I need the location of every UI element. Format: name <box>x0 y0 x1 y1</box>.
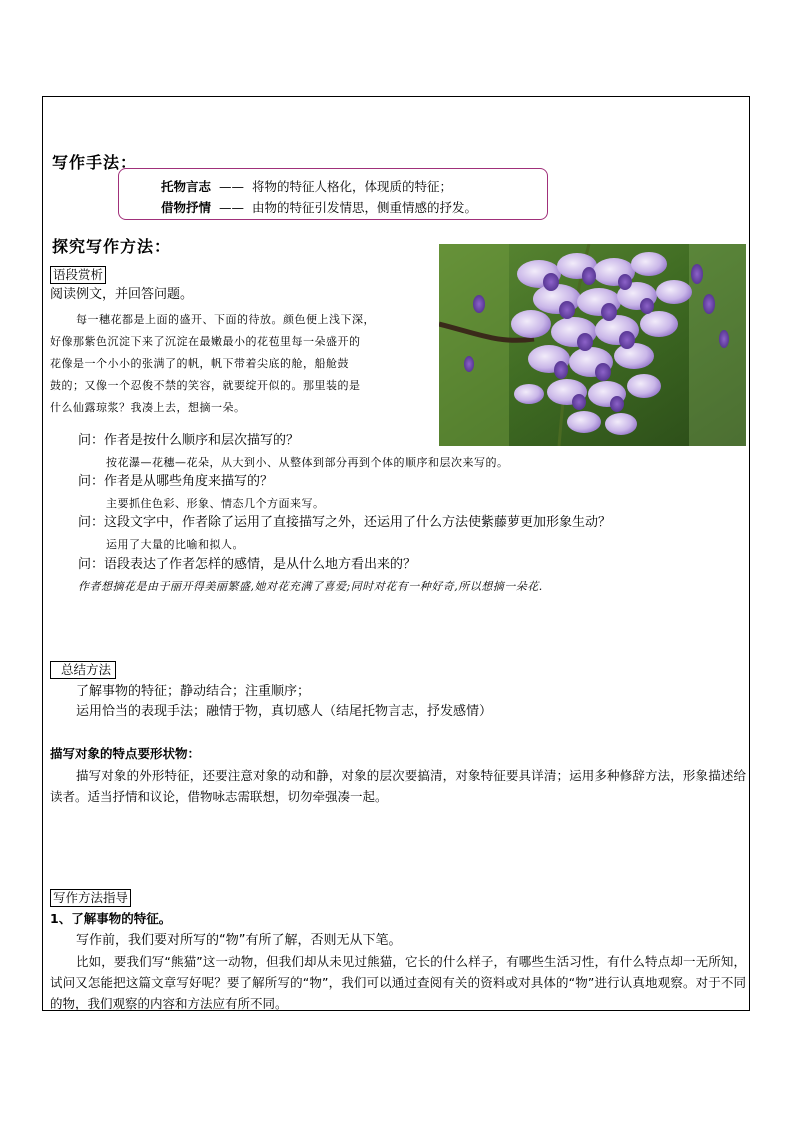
wisteria-image-svg <box>439 244 746 446</box>
instruction-text: 阅读例文，并回答问题。 <box>50 287 194 302</box>
heading-explore: 探究写作方法： <box>52 237 172 256</box>
method-dash-1: —— <box>219 179 244 194</box>
question-3: 问：这段文字中，作者除了运用了直接描写之外，还运用了什么方法使紫藤萝更加形象生动？ <box>78 515 612 530</box>
guide-paragraph-1: 写作前，我们要对所写的“物”有所了解，否则无从下笔。 <box>76 933 402 948</box>
answer-4: 作者想摘花是由于丽开得美丽繁盛,她对花充满了喜爱;同时对花有一种好奇,所以想摘一朵花. <box>78 580 543 593</box>
method-desc-1: 将物的特征人格化，体现质的特征； <box>251 179 452 194</box>
question-4: 问：语段表达了作者怎样的感情，是从什么地方看出来的？ <box>78 557 417 572</box>
question-2: 问：作者是从哪些角度来描写的？ <box>78 474 274 489</box>
methods-box <box>118 168 548 220</box>
method-dash-2: —— <box>219 200 244 215</box>
section-label-guide: 写作方法指导 <box>50 889 131 907</box>
features-paragraph: 描写对象的外形特征，还要注意对象的动和静，对象的层次要搞清，对象特征要具详清；运用多种修辞方法，形象描述给读者。适当抒情和议论，借物咏志需联想，切勿牵强凑一起。 <box>50 768 746 804</box>
guide-paragraph-2: 比如，要我们写“熊猫”这一动物，但我们却从未见过熊猫，它长的什么样子，有哪些生活习性，有什么特点却一无所知，试问又怎能把这篇文章写好呢？要了解所写的“物”，我们可以通过查阅有关的资料或对具体的“物”进行认真地观察。对于不同的物，我们观察的内容和方法应有所不同。 <box>50 954 746 1011</box>
method-row-2 <box>161 198 477 216</box>
method-desc-2: 由物的特征引发情思，侧重情感的抒发。 <box>251 200 477 215</box>
passage-line-2: 好像那紫色沉淀下来了沉淀在最嫩最小的花苞里每一朵盛开的 <box>50 335 361 348</box>
section-label-summary: 总结方法 <box>50 661 116 679</box>
heading-writing-techniques: 写作手法： <box>52 153 138 172</box>
passage-line-5: 什么仙露琼浆？我凑上去，想摘一朵。 <box>50 401 246 414</box>
passage-line-4: 鼓的；又像一个忍俊不禁的笑容，就要绽开似的。那里装的是 <box>50 379 361 392</box>
section-label-appreciation: 语段赏析 <box>50 266 106 284</box>
heading-features: 描写对象的特点要形状物： <box>50 746 201 761</box>
question-1: 问：作者是按什么顺序和层次描写的？ <box>78 433 300 448</box>
passage-line-3: 花像是一个小小的张满了的帆，帆下带着尖底的舱，船舱鼓 <box>50 357 349 370</box>
method-name-2: 借物抒情 <box>161 200 212 215</box>
method-name-1: 托物言志 <box>161 179 212 194</box>
passage-line-1: 每一穗花都是上面的盛开、下面的待放。颜色便上浅下深， <box>76 313 375 326</box>
summary-line-2: 运用恰当的表现手法；融情于物，真切感人（结尾托物言志，抒发感情） <box>76 704 493 719</box>
guide-heading: 1、了解事物的特征。 <box>50 911 172 926</box>
answer-2: 主要抓住色彩、形象、情态几个方面来写。 <box>106 497 325 510</box>
answer-1: 按花瀑—花穗—花朵，从大到小、从整体到部分再到个体的顺序和层次来写的。 <box>106 456 509 469</box>
method-row-1 <box>161 177 452 195</box>
wisteria-photo <box>439 244 746 446</box>
answer-3: 运用了大量的比喻和拟人。 <box>106 538 244 551</box>
summary-line-1: 了解事物的特征；静动结合；注重顺序； <box>76 684 311 699</box>
